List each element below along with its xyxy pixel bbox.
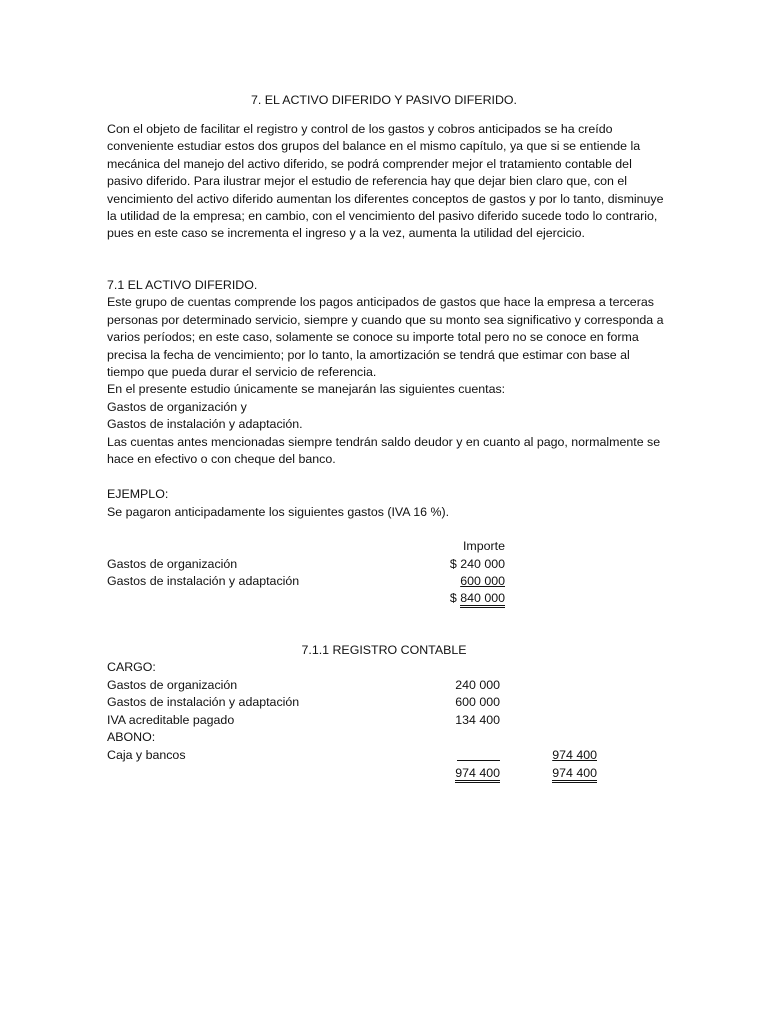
registro-heading: 7.1.1 REGISTRO CONTABLE (301, 643, 467, 657)
example-header-row (107, 538, 587, 556)
account-item: Gastos de organización y (107, 399, 247, 414)
column-header: Importe (462, 539, 505, 553)
section-heading: 7.1 EL ACTIVO DIFERIDO. (107, 278, 258, 292)
total-amount: $ 840 000 (287, 590, 505, 607)
table-row (107, 556, 587, 574)
row-amount: 600 000 (460, 574, 505, 588)
page-title: 7. EL ACTIVO DIFERIDO Y PASIVO DIFERIDO. (250, 93, 517, 107)
table-row (107, 712, 587, 730)
row-amount: 134 400 (455, 713, 500, 727)
table-row (107, 694, 587, 712)
section-body: Este grupo de cuentas comprende los pagos anticipados de gastos que hace la empresa a terceras personas por determinado servicio, siempre y cuando que su monto sea significativo y corresponda a varios períodos; en este caso, solamente se conoce su importe total pero no se conoce en forma precisa la fecha de vencimiento; por lo tanto, la amortización se tendrá que estimar con base al tiempo que pueda durar el servicio de referencia. (107, 295, 664, 380)
cargo-label: CARGO: (107, 660, 156, 674)
registro-total-row (107, 765, 597, 783)
table-row (107, 677, 587, 695)
row-amount: 600 000 (455, 695, 500, 709)
row-amount: 974 400 (552, 748, 597, 762)
total-debit: 974 400 (287, 765, 500, 782)
table-total-row (107, 590, 587, 608)
row-label: Gastos de organización (107, 557, 238, 571)
row-label: Gastos de instalación y adaptación (107, 695, 300, 709)
row-label: Caja y bancos (107, 748, 186, 762)
account-item: Gastos de instalación y adaptación. (107, 417, 303, 432)
row-amount: $ 240 000 (449, 557, 505, 571)
section-7-1 (107, 277, 667, 468)
total-credit: 974 400 (387, 765, 597, 782)
table-row (107, 573, 587, 591)
section-closing: Las cuentas antes mencionadas siempre tendrán saldo deudor y en cuanto al pago, normalmente se hace en efectivo o con cheque del banco. (107, 434, 661, 467)
row-label: Gastos de instalación y adaptación (107, 574, 300, 588)
abono-label-row (107, 729, 587, 747)
row-amount: 240 000 (455, 678, 500, 692)
accounts-intro: En el presente estudio únicamente se manejarán las siguientes cuentas: (107, 382, 506, 397)
example-sentence: Se pagaron anticipadamente los siguientes gastos (IVA 16 %). (107, 505, 450, 519)
abono-label: ABONO: (107, 730, 156, 744)
row-label: IVA acreditable pagado (107, 713, 235, 727)
cargo-label-row (107, 659, 587, 677)
intro-paragraph: Con el objeto de facilitar el registro y control de los gastos y cobros anticipados se ha creído conveniente estudiar estos dos grupos del balance en el mismo capítulo, ya que si se entiende la mecánica del manejo del activo diferido, se podrá comprender mejor el tratamiento contable del pasivo diferido. Para ilustrar mejor el estudio de referencia hay que dejar bien claro que, con el vencimiento del activo diferido aumentan los diferentes conceptos de gastos y por lo tanto, disminuye la utilidad de la empresa; en cambio, con el vencimiento del pasivo diferido sucede todo lo contrario, pues en este caso se incrementa el ingreso y a la vez, aumenta la utilidad del ejercicio. (107, 122, 664, 241)
row-label: Gastos de organización (107, 678, 238, 692)
table-row (107, 747, 597, 765)
example-label: EJEMPLO: (107, 487, 169, 501)
